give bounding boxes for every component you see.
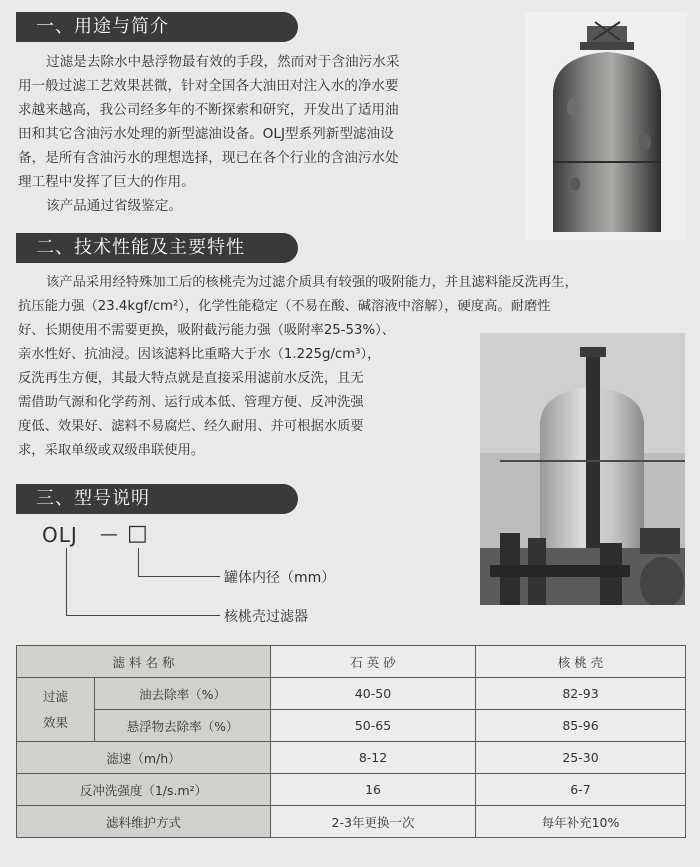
leader-diameter-vertical bbox=[138, 548, 139, 576]
s2-line: 亲水性好、抗油浸。因该滤料比重略大于水（1.225g/cm³）， bbox=[18, 347, 381, 362]
model-code: OLJ bbox=[42, 523, 78, 547]
section3-header bbox=[16, 484, 298, 514]
s2-line: 反洗再生方便，其最大特点就是直接采用滤前水反洗，且无 bbox=[18, 371, 364, 386]
leader-filter-vertical bbox=[66, 548, 67, 615]
section2-text-short bbox=[18, 343, 468, 463]
row-value-1: 2-3年更换一次 bbox=[271, 806, 476, 838]
s1-line: 备，是所有含油污水的理想选择，现已在各个行业的含油污水处 bbox=[18, 150, 399, 166]
table-row bbox=[17, 678, 686, 710]
table-row bbox=[17, 774, 686, 806]
s1-line: 田和其它含油污水处理的新型滤油设备。OLJ型系列新型滤油设 bbox=[18, 126, 394, 142]
s1-line: 过滤是去除水中悬浮物最有效的手段，然而对于含油污水采 bbox=[46, 54, 400, 70]
table-row bbox=[17, 742, 686, 774]
s2-line: 好、长期使用不需要更换，吸附截污能力强（吸附率25-53%）、 bbox=[18, 323, 396, 338]
table-row bbox=[17, 806, 686, 838]
filter-tank-plant-photo bbox=[480, 333, 685, 605]
group-label-line2: 效果 bbox=[42, 714, 68, 730]
s1-line: 理工程中发挥了巨大的作用。 bbox=[18, 174, 195, 190]
row-value-2: 每年补充10% bbox=[476, 806, 686, 838]
label-diameter: 罐体内径（mm） bbox=[224, 570, 336, 586]
s2-line: 度低、效果好、滤料不易腐烂、经久耐用、并可根据水质要 bbox=[18, 419, 364, 434]
s1-note: 该产品通过省级鉴定。 bbox=[46, 198, 182, 214]
s2-line: 该产品采用经特殊加工后的核桃壳为过滤介质具有较强的吸附能力，并且滤料能反洗再生， bbox=[46, 275, 578, 290]
section1-header bbox=[16, 12, 298, 42]
leader-filter-horizontal bbox=[66, 615, 220, 616]
row-value-1: 50-65 bbox=[271, 710, 476, 742]
section1-text bbox=[18, 50, 518, 218]
s1-line: 求越来越高，我公司经多年的不断探索和研究，开发出了适用油 bbox=[18, 102, 399, 118]
row-value-1: 8-12 bbox=[271, 742, 476, 774]
leader-diameter-horizontal bbox=[138, 576, 220, 577]
table-row bbox=[17, 710, 686, 742]
header-col2: 核 桃 壳 bbox=[476, 646, 686, 678]
section3-title: 三、型号说明 bbox=[36, 488, 150, 509]
model-box: □ bbox=[127, 521, 148, 546]
s2-line: 需借助气源和化学药剂、运行成本低、管理方便、反冲洗强 bbox=[18, 395, 364, 410]
label-filter: 核桃壳过滤器 bbox=[224, 609, 308, 625]
section2-title: 二、技术性能及主要特性 bbox=[36, 237, 245, 258]
row-value-1: 40-50 bbox=[271, 678, 476, 710]
spec-table bbox=[16, 645, 686, 838]
section2-header bbox=[16, 233, 298, 263]
table-header-row bbox=[17, 646, 686, 678]
header-name: 滤 料 名 称 bbox=[17, 646, 271, 678]
s2-line: 抗压能力强（23.4kgf/cm²），化学性能稳定（不易在酸、碱溶液中溶解），硬度高。耐磨性 bbox=[18, 299, 551, 314]
group-label-line1: 过滤 bbox=[42, 688, 68, 704]
section1-title: 一、用途与简介 bbox=[36, 16, 169, 37]
header-col1: 石 英 砂 bbox=[271, 646, 476, 678]
row-value-2: 25-30 bbox=[476, 742, 686, 774]
s2-line: 求，采取单级或双级串联使用。 bbox=[18, 443, 205, 458]
row-label: 滤料维护方式 bbox=[17, 806, 271, 838]
row-label: 滤速（m/h） bbox=[17, 742, 271, 774]
row-label: 油去除率（%） bbox=[95, 678, 271, 710]
row-value-2: 85-96 bbox=[476, 710, 686, 742]
row-label: 悬浮物去除率（%） bbox=[95, 710, 271, 742]
row-label: 反冲洗强度（1/s.m²） bbox=[17, 774, 271, 806]
row-value-1: 16 bbox=[271, 774, 476, 806]
s1-line: 用一般过滤工艺效果甚微，针对全国各大油田对注入水的净水要 bbox=[18, 78, 399, 94]
model-dash: — bbox=[100, 524, 118, 545]
group-label bbox=[17, 678, 95, 742]
row-value-2: 82-93 bbox=[476, 678, 686, 710]
row-value-2: 6-7 bbox=[476, 774, 686, 806]
filter-tank-photo bbox=[525, 12, 687, 240]
